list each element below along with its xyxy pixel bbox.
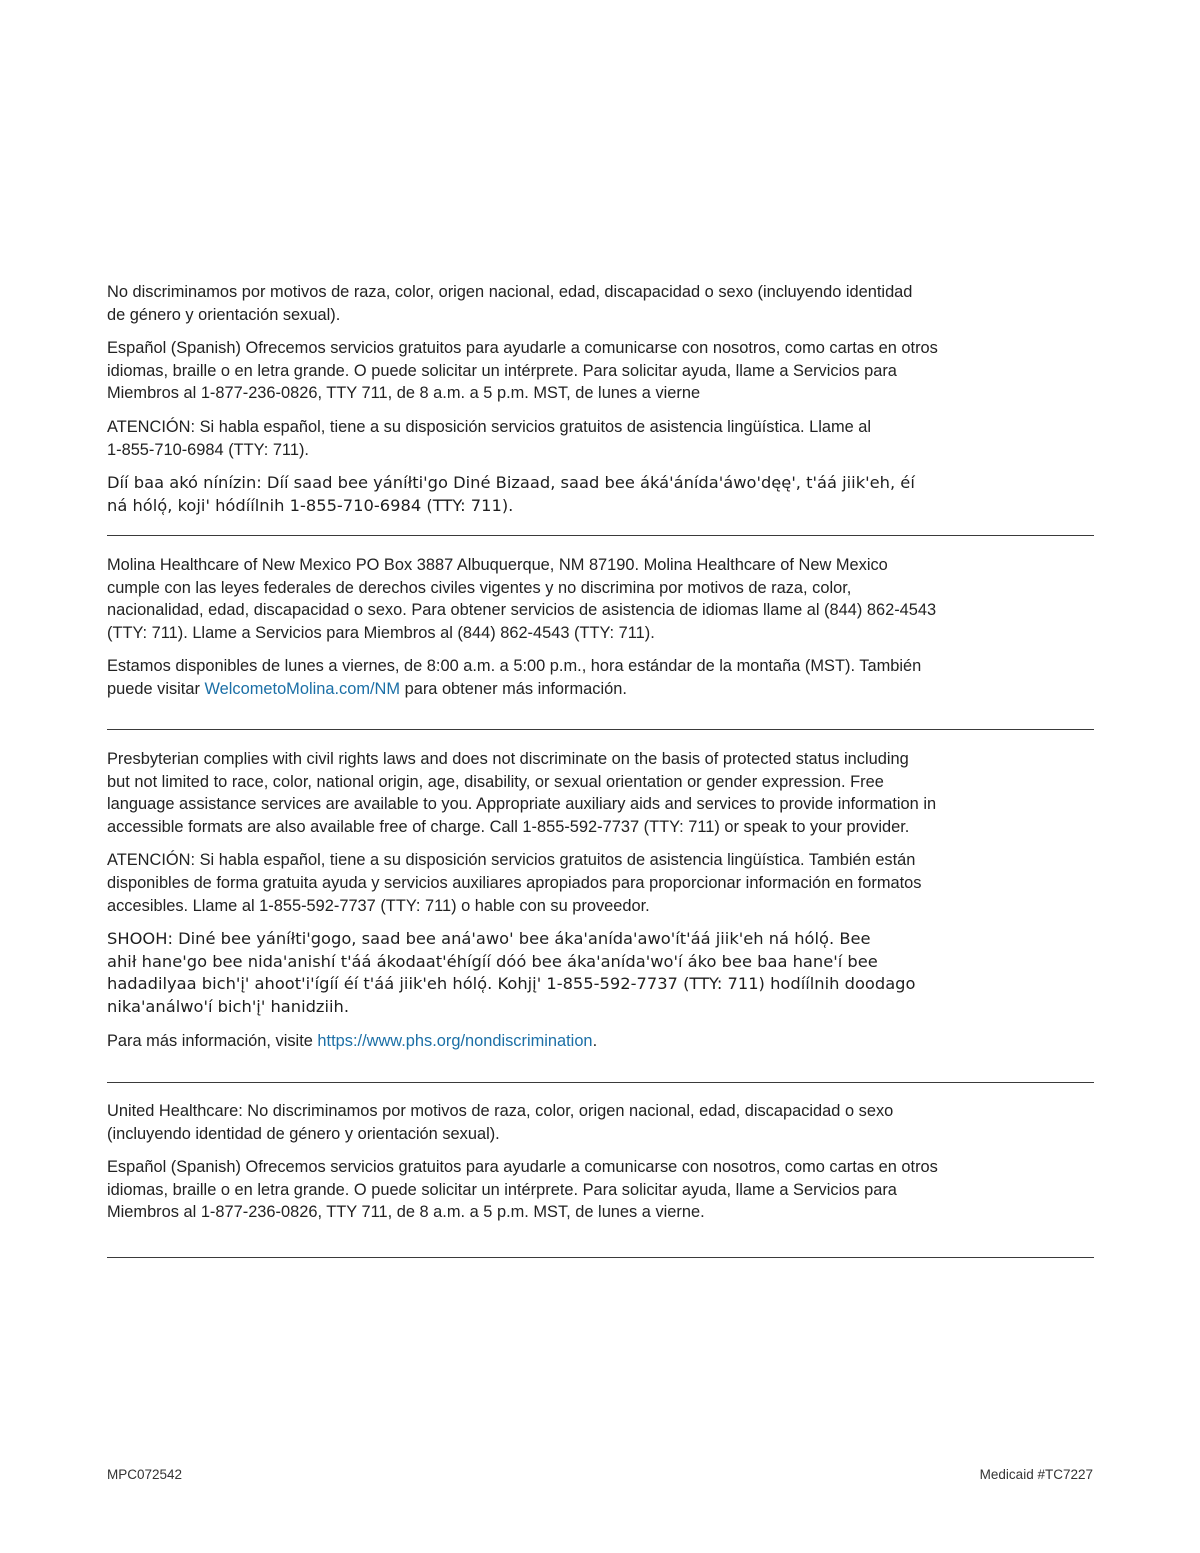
- text-segment: para obtener más información.: [400, 679, 627, 698]
- text-line: Miembros al 1-877-236-0826, TTY 711, de 8 a.m. a 5 p.m. MST, de lunes a vierne: [107, 384, 701, 403]
- text-line: ahił hane'go bee nida'anishí t'áá ákodaat'éhígíí dóó bee áka'anída'wo'í áko bee baa hane'í bee: [107, 951, 878, 971]
- text-line: hadadilyaa bich'į' ahoot'i'ígíí éí t'áá jiik'eh hóló̜. Kohjį' 1-855-592-7737 (TTY: 711) hodíílnih doodago: [107, 974, 916, 994]
- united-spanish-paragraph: [107, 1156, 1097, 1224]
- text-line: idiomas, braille o en letra grande. O puede solicitar un intérprete. Para solicitar ayuda, llame a Servicios para: [107, 1180, 897, 1199]
- section-general-nondiscrimination: [107, 281, 1097, 528]
- presbyterian-navajo-paragraph: [107, 928, 1097, 1018]
- text-line: Díí baa akó nínízin: Díí saad bee yáníłti'go Diné Bizaad, saad bee áká'ánída'áwo'dęę', t'áá jiik'eh, éí: [107, 473, 915, 493]
- text-line: United Healthcare: No discriminamos por motivos de raza, color, origen nacional, edad, discapacidad o sexo: [107, 1102, 894, 1120]
- presbyterian-paragraph: [107, 748, 1097, 838]
- phs-nondiscrimination-link[interactable]: https://www.phs.org/nondiscrimination: [317, 1031, 593, 1050]
- section-divider: [107, 535, 1094, 536]
- spanish-attention-paragraph: [107, 416, 1097, 461]
- text-line: (TTY: 711). Llame a Servicios para Miembros al (844) 862-4543 (TTY: 711).: [107, 623, 655, 642]
- text-line: disponibles de forma gratuita ayuda y servicios auxiliares apropiados para proporcionar información en formatos: [107, 873, 922, 892]
- navajo-notice-paragraph: [107, 472, 1097, 517]
- footer-medicaid-code: Medicaid #TC7227: [979, 1467, 1093, 1482]
- presbyterian-more-info-paragraph: [107, 1030, 1097, 1053]
- section-molina: [107, 554, 1097, 712]
- text-line: Español (Spanish) Ofrecemos servicios gratuitos para ayudarle a comunicarse con nosotros, como cartas en otros: [107, 1158, 938, 1177]
- text-line: Presbyterian complies with civil rights laws and does not discriminate on the basis of protected status including: [107, 750, 909, 768]
- text-line: Español (Spanish) Ofrecemos servicios gratuitos para ayudarle a comunicarse con nosotros, como cartas en otros: [107, 339, 938, 358]
- text-line: language assistance services are available to you. Appropriate auxiliary aids and services to provide information in: [107, 795, 937, 814]
- text-line: [107, 1030, 1097, 1053]
- footer-document-code: MPC072542: [107, 1467, 183, 1482]
- spanish-services-paragraph: [107, 337, 1097, 405]
- text-line: nika'análwo'í bich'į' hanidziih.: [107, 996, 350, 1016]
- section-divider: [107, 1257, 1094, 1258]
- text-line: Miembros al 1-877-236-0826, TTY 711, de 8 a.m. a 5 p.m. MST, de lunes a vierne.: [107, 1203, 705, 1222]
- text-segment: .: [592, 1031, 598, 1050]
- text-line: but not limited to race, color, national origin, age, disability, or sexual orientation or gender expression. Free: [107, 772, 884, 791]
- molina-hours-paragraph: [107, 655, 1097, 700]
- nondiscrimination-paragraph: [107, 281, 1097, 326]
- text-line: ATENCIÓN: Si habla español, tiene a su disposición servicios gratuitos de asistencia lingüística. Llame al: [107, 417, 872, 436]
- text-line: de género y orientación sexual).: [107, 305, 341, 324]
- section-united-healthcare: [107, 1100, 1097, 1235]
- text-line: accesibles. Llame al 1-855-592-7737 (TTY: 711) o hable con su proveedor.: [107, 896, 650, 915]
- text-line: accessible formats are also available free of charge. Call 1-855-592-7737 (TTY: 711) or speak to your provider.: [107, 817, 910, 836]
- united-nondiscrimination-paragraph: [107, 1100, 1097, 1145]
- text-line: ná hóló̜, koji' hódíílnih 1-855-710-6984 (TTY: 711).: [107, 495, 514, 515]
- text-line: No discriminamos por motivos de raza, color, origen nacional, edad, discapacidad o sexo (incluyendo identidad: [107, 283, 913, 301]
- section-presbyterian: [107, 748, 1097, 1063]
- section-divider: [107, 729, 1094, 730]
- text-line: ATENCIÓN: Si habla español, tiene a su disposición servicios gratuitos de asistencia lingüística. También están: [107, 851, 916, 870]
- text-line: [107, 678, 1097, 701]
- molina-website-link[interactable]: WelcometoMolina.com/NM: [204, 679, 401, 698]
- text-line: Estamos disponibles de lunes a viernes, de 8:00 a.m. a 5:00 p.m., hora estándar de la montaña (MST). También: [107, 657, 922, 676]
- text-segment: puede visitar: [107, 679, 205, 698]
- text-segment: Para más información, visite: [107, 1031, 318, 1050]
- text-line: idiomas, braille o en letra grande. O puede solicitar un intérprete. Para solicitar ayuda, llame a Servicios para: [107, 361, 897, 380]
- section-divider: [107, 1082, 1094, 1083]
- molina-paragraph: [107, 554, 1097, 644]
- presbyterian-spanish-paragraph: [107, 849, 1097, 917]
- text-line: nacionalidad, edad, discapacidad o sexo. Para obtener servicios de asistencia de idiomas llame al (844) 862-4543: [107, 601, 937, 620]
- text-line: (incluyendo identidad de género y orientación sexual).: [107, 1124, 500, 1143]
- text-line: Molina Healthcare of New Mexico PO Box 3887 Albuquerque, NM 87190. Molina Healthcare of New Mexico: [107, 556, 888, 574]
- text-line: 1-855-710-6984 (TTY: 711).: [107, 440, 309, 459]
- text-line: SHOOH: Diné bee yáníłti'gogo, saad bee aná'awo' bee áka'anída'awo'ít'áá jiik'eh ná hóló̜. Bee: [107, 929, 871, 949]
- text-line: cumple con las leyes federales de derechos civiles vigentes y no discrimina por motivos de raza, color,: [107, 578, 852, 597]
